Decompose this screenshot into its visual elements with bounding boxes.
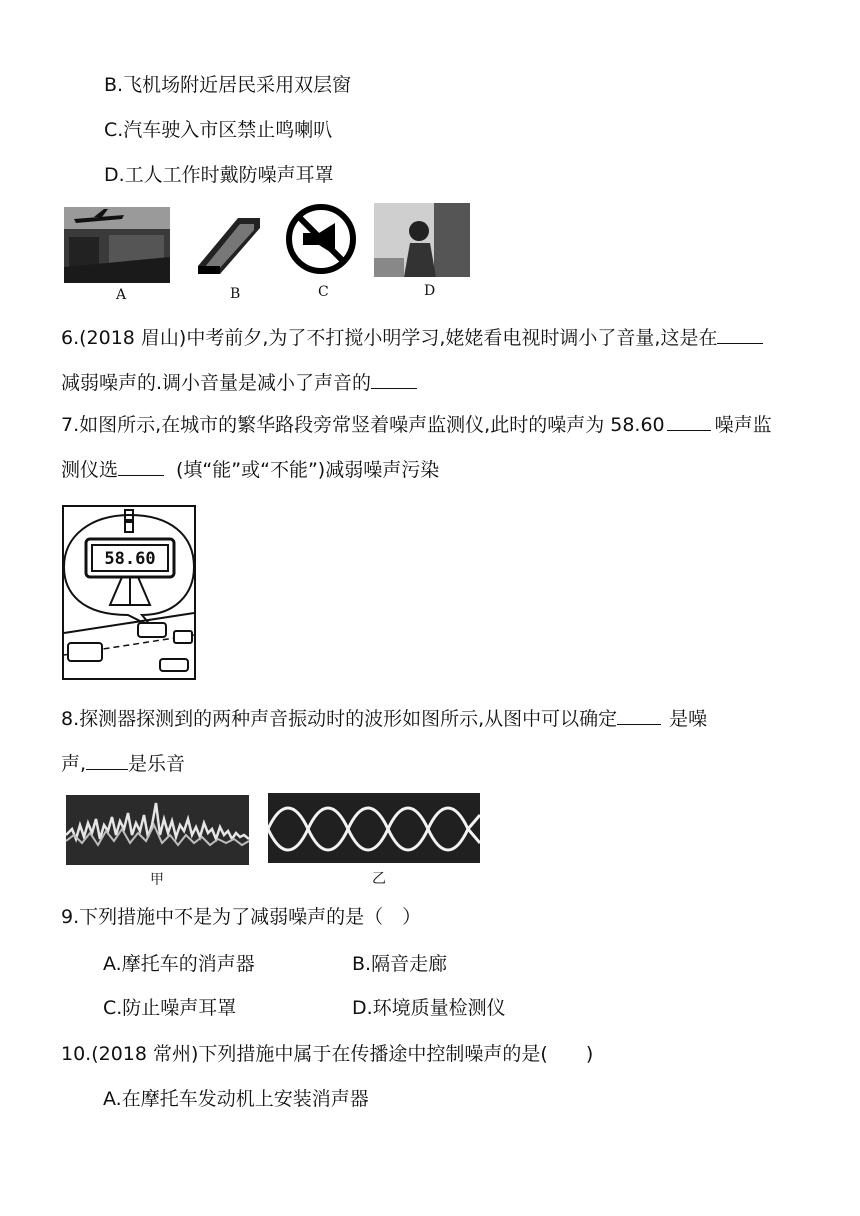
q7-text-1a: 7.如图所示,在城市的繁华路段旁常竖着噪声监测仪,此时的噪声为 58.60 [61,414,665,436]
q6-blank-1 [717,325,763,344]
q6-text-2: 减弱噪声的.调小音量是减小了声音的 [61,372,372,394]
q6-line-2 [61,370,417,395]
q6-blank-2 [371,370,417,389]
noise-waveform [66,795,249,865]
q7-text-1b: 噪声监 [714,414,772,436]
q7-line-1 [61,412,772,437]
caption-a: A [116,287,127,303]
waveform-label-jia: 甲 [150,872,164,888]
q5-option-c: C.汽车驶入市区禁止鸣喇叭 [104,119,333,141]
q9-option-b: B.隔音走廊 [352,953,448,975]
airport-photo [64,207,170,283]
caption-d: D [424,283,436,299]
q10-option-a: A.在摩托车发动机上安装消声器 [103,1088,369,1110]
q8-blank-2 [86,751,128,770]
q5-option-b: B.飞机场附近居民采用双层窗 [104,74,352,96]
music-waveform [268,793,480,863]
q7-blank-2 [118,457,164,476]
q9-option-a: A.摩托车的消声器 [103,953,255,975]
double-window-icon [190,208,268,282]
q7-line-2 [61,457,439,482]
q8-text-2b: 是乐音 [128,753,186,775]
q7-text-2a: 测仪选 [61,459,119,481]
q8-text-1b: 是噪 [669,708,708,730]
q7-blank-1 [667,412,711,431]
q7-text-2b: (填“能”或“不能”)减弱噪声污染 [176,459,440,481]
q8-line-1 [61,706,707,731]
monitor-display-value: 58.60 [104,549,156,569]
q8-line-2 [61,751,185,776]
q9-stem: 9.下列措施中不是为了减弱噪声的是（ ） [61,906,422,928]
caption-b: B [230,286,241,302]
worker-earmuffs-photo [374,203,470,277]
q6-line-1 [61,325,763,350]
no-horn-sign-icon [285,203,357,281]
q10-stem: 10.(2018 常州)下列措施中属于在传播途中控制噪声的是( ) [61,1043,594,1065]
q5-option-d: D.工人工作时戴防噪声耳罩 [104,164,334,186]
q8-text-2a: 声, [61,753,87,775]
caption-c: C [318,284,329,300]
q8-blank-1 [617,706,661,725]
waveform-label-yi: 乙 [372,871,386,887]
q6-text-1: 6.(2018 眉山)中考前夕,为了不打搅小明学习,姥姥看电视时调小了音量,这是在 [61,327,718,349]
q8-text-1a: 8.探测器探测到的两种声音振动时的波形如图所示,从图中可以确定 [61,708,618,730]
q9-option-d: D.环境质量检测仪 [352,997,506,1019]
noise-monitor-illustration [62,505,196,680]
q9-option-c: C.防止噪声耳罩 [103,997,237,1019]
